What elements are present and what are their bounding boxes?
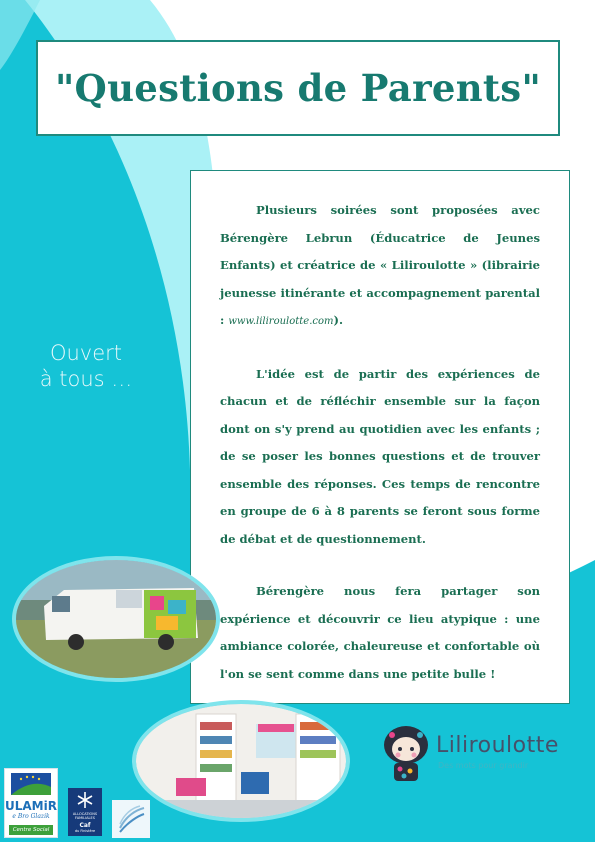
interior-photo bbox=[132, 700, 350, 822]
caf-logo bbox=[68, 788, 102, 836]
page-title: "Questions de Parents" bbox=[54, 66, 542, 110]
side-slogan-line-1: Ouvert bbox=[49, 341, 123, 365]
liliroulotte-logo bbox=[380, 725, 562, 783]
ulamir-emblem-icon bbox=[5, 769, 57, 799]
brand-tagline: Des mots pour grandir bbox=[438, 761, 529, 770]
doll-icon bbox=[380, 725, 432, 783]
paragraph-intro-end: ). bbox=[333, 313, 344, 327]
ulamir-sub: e Bro Glazik bbox=[12, 813, 50, 820]
paragraph-intro-text: Plusieurs soirées sont proposées avec Bérengère Lebrun (Éducatrice de Jeunes Enfants) et créatrice de « Liliroulotte » (librairie jeunesse itinérante et accompagnement parental : bbox=[220, 203, 540, 327]
title-box bbox=[36, 40, 560, 136]
brand-name: Liliroulotte bbox=[436, 733, 559, 758]
partner-emblem-icon bbox=[112, 800, 150, 838]
caf-region: du Finistère bbox=[74, 829, 96, 833]
ulamir-logo bbox=[4, 768, 58, 838]
caf-label: ALLOCATIONS FAMILIALES bbox=[72, 812, 98, 820]
partner-logo bbox=[112, 800, 150, 838]
website-link[interactable]: www.liliroulotte.com bbox=[228, 316, 334, 327]
paragraph-intro bbox=[220, 197, 540, 336]
ulamir-name: ULAMiR bbox=[5, 799, 57, 813]
side-slogan bbox=[30, 340, 142, 392]
paragraph-idea: L'idée est de partir des expériences de chacun et de réfléchir ensemble sur la façon dont on s'y prend au quotidien avec les enfants ; de se poser les bonnes questions et de trouver ensemble des réponses. Ces temps de rencontre en groupe de 6 à 8 parents se feront sous forme de débat et de questionnement. bbox=[220, 366, 540, 546]
caf-name: Caf bbox=[79, 822, 91, 829]
description-box bbox=[190, 170, 570, 704]
side-slogan-line-2: à tous … bbox=[39, 367, 133, 391]
paragraph-experience: Bérengère nous fera partager son expérience et découvrir ce lieu atypique : une ambiance colorée, chaleureuse et confortable où l'on se sent comme dans une petite bulle ! bbox=[220, 584, 540, 681]
snowflake-icon bbox=[68, 788, 102, 812]
ulamir-tag: Centre Social bbox=[9, 825, 53, 835]
caravan-photo bbox=[12, 556, 220, 682]
